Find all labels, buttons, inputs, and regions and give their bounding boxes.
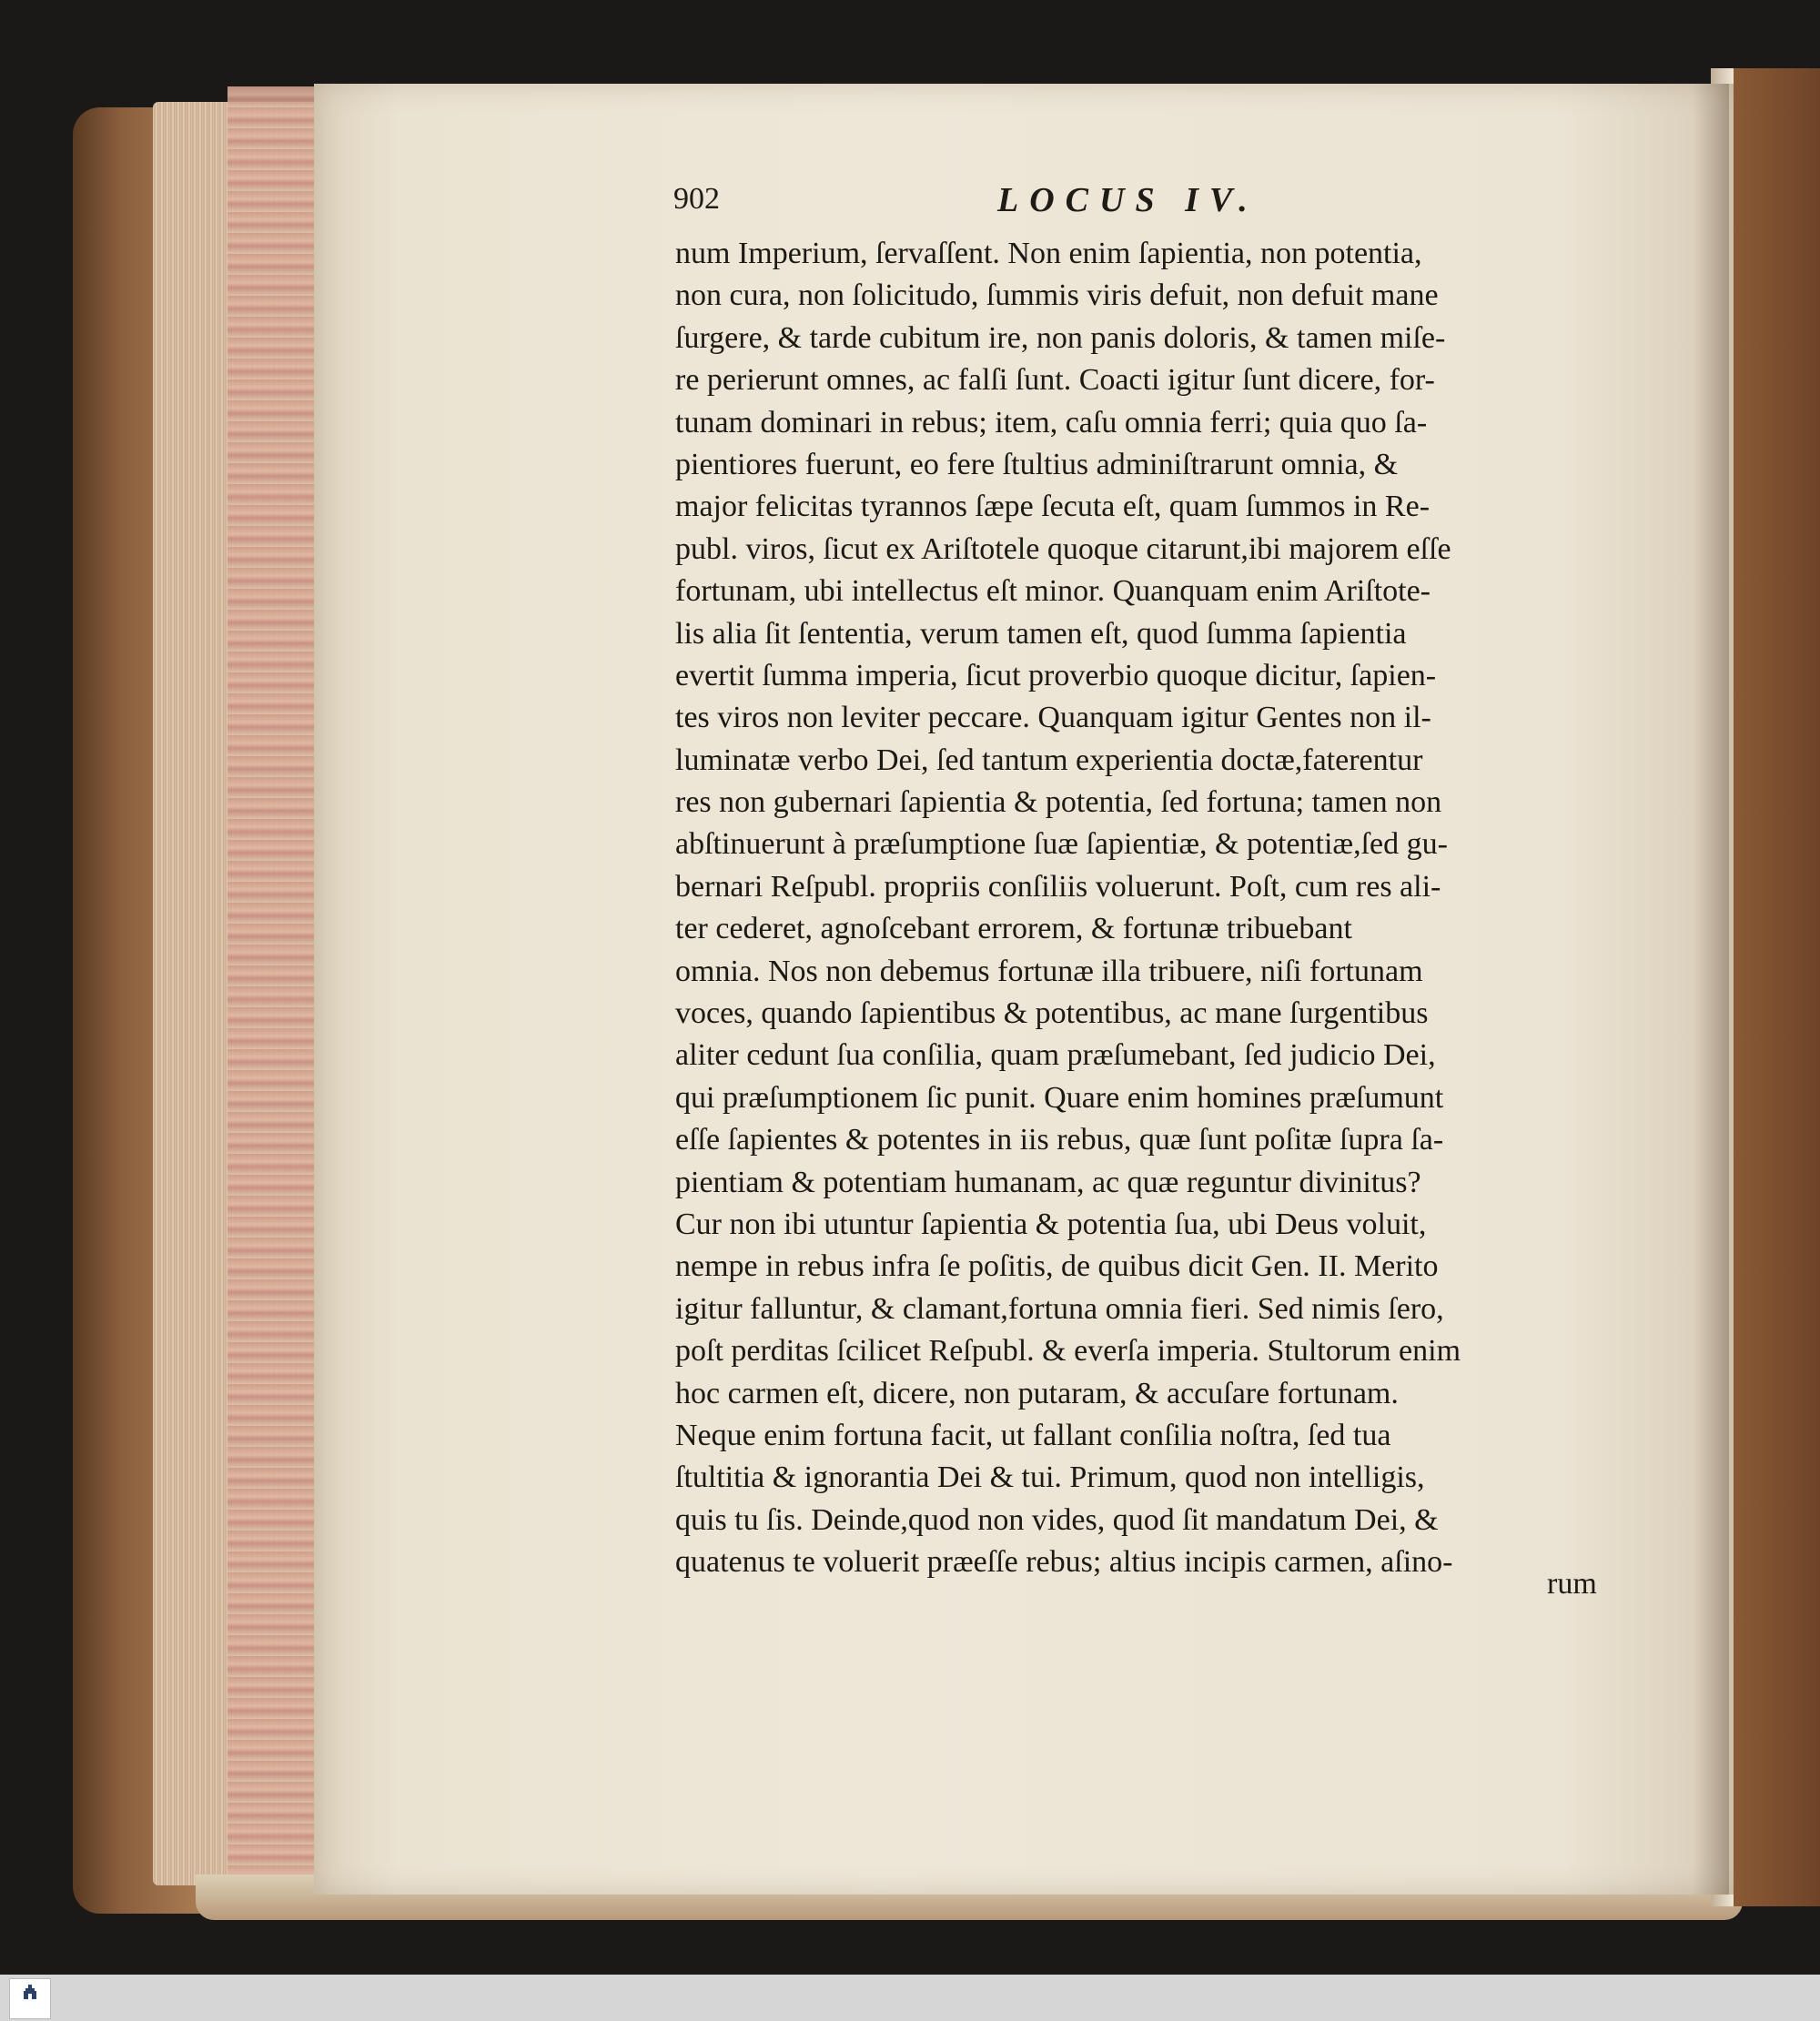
text-line: luminatæ verbo Dei, ſed tantum experientia doctæ,faterentur xyxy=(675,743,1423,777)
running-head: LOCUS IV. xyxy=(997,181,1259,219)
text-line: ſurgere, & tarde cubitum ire, non panis doloris, & tamen miſe- xyxy=(675,320,1446,355)
text-line: non cura, non ſolicitudo, ſummis viris defuit, non defuit mane xyxy=(675,278,1439,313)
text-line: pientiores fuerunt, eo fere ſtultius adminiſtrarunt omnia, & xyxy=(675,447,1399,481)
text-line: omnia. Nos non debemus fortunæ illa tribuere, niſi fortunam xyxy=(675,954,1423,988)
library-logo-icon[interactable] xyxy=(9,1978,51,2019)
text-line: publ. viros, ſicut ex Ariſtotele quoque citarunt,ibi majorem eſſe xyxy=(675,531,1451,566)
text-line: num Imperium, ſervaſſent. Non enim ſapientia, non potentia, xyxy=(675,237,1422,270)
book-cover-right xyxy=(1734,68,1820,1906)
text-line: Cur non ibi utuntur ſapientia & potentia ſua, ubi Deus voluit, xyxy=(675,1207,1427,1241)
text-line: quis tu ſis. Deinde,quod non vides, quod ſit mandatum Dei, & xyxy=(675,1502,1439,1537)
text-line: ter cederet, agnoſcebant errorem, & fortunæ tribuebant xyxy=(675,912,1352,946)
viewer-footer-bar xyxy=(0,1975,1820,2021)
catchword: rum xyxy=(1547,1567,1597,1601)
text-line: qui præſumptionem ſic punit. Quare enim homines præſumunt xyxy=(675,1080,1444,1115)
text-line: fortunam, ubi intellectus eſt minor. Quanquam enim Ariſtote- xyxy=(675,574,1431,609)
text-line: quatenus te voluerit præeſſe rebus; altius incipis carmen, aſino- xyxy=(675,1545,1453,1580)
text-line: ſtultitia & ignorantia Dei & tui. Primum, quod non intelligis, xyxy=(675,1460,1425,1495)
text-line: major felicitas tyrannos ſæpe ſecuta eſt, quam ſummos in Re- xyxy=(675,490,1431,524)
text-line: hoc carmen eſt, dicere, non putaram, & accuſare fortunam. xyxy=(675,1376,1399,1410)
page-number: 902 xyxy=(673,182,720,216)
text-line: voces, quando ſapientibus & potentibus, ac mane ſurgentibus xyxy=(675,996,1429,1031)
library-logo-icon xyxy=(23,1985,37,2001)
text-line: igitur falluntur, & clamant,fortuna omnia fieri. Sed nimis ſero, xyxy=(675,1291,1444,1326)
text-line: tunam dominari in rebus; item, caſu omnia ferri; quia quo ſa- xyxy=(675,405,1428,440)
text-line: eſſe ſapientes & potentes in iis rebus, quæ ſunt poſitæ ſupra ſa- xyxy=(675,1123,1444,1157)
text-line: nempe in rebus infra ſe poſitis, de quibus dicit Gen. II. Merito xyxy=(675,1249,1439,1284)
text-line: Neque enim fortuna facit, ut fallant conſilia noſtra, ſed tua xyxy=(675,1418,1391,1452)
text-line: bernari Reſpubl. propriis conſiliis voluerunt. Poſt, cum res ali- xyxy=(675,869,1441,904)
page-gutter-shadow xyxy=(1693,84,1729,1895)
text-line: lis alia ſit ſententia, verum tamen eſt, quod ſumma ſapientia xyxy=(675,616,1407,651)
text-line: evertit ſumma imperia, ſicut proverbio quoque dicitur, ſapien- xyxy=(675,658,1437,692)
body-text-block xyxy=(675,233,1611,1616)
text-line: res non gubernari ſapientia & potentia, ſed fortuna; tamen non xyxy=(675,785,1442,820)
red-page-edges xyxy=(228,86,314,1893)
text-line: aliter cedunt ſua conſilia, quam præſumebant, ſed judicio Dei, xyxy=(675,1038,1436,1073)
text-line: re perierunt omnes, ac falſi ſunt. Coacti igitur ſunt dicere, for- xyxy=(675,363,1435,398)
text-line: tes viros non leviter peccare. Quanquam igitur Gentes non il- xyxy=(675,701,1431,735)
text-line: abſtinuerunt à præſumptione ſuæ ſapientiæ, & potentiæ,ſed gu- xyxy=(675,827,1448,862)
text-line: poſt perditas ſcilicet Reſpubl. & everſa imperia. Stultorum enim xyxy=(675,1334,1461,1369)
text-line: pientiam & potentiam humanam, ac quæ reguntur divinitus? xyxy=(675,1165,1421,1199)
